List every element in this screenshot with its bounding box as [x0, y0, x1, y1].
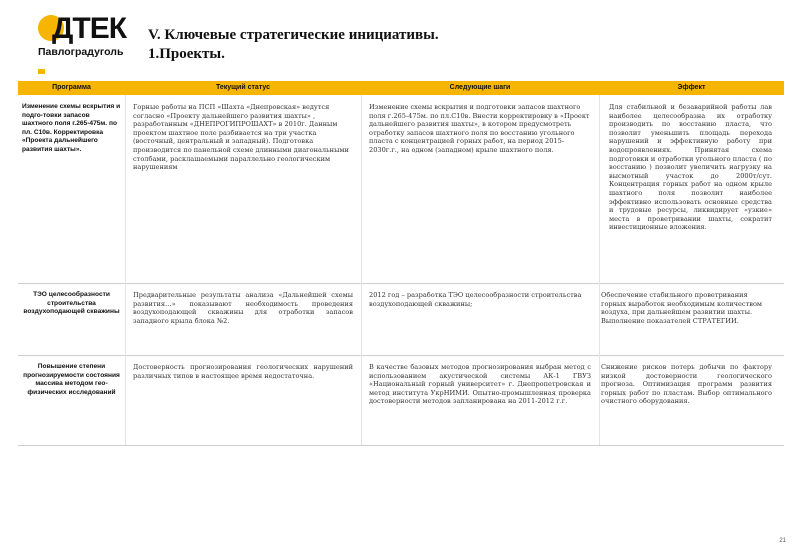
cell-effect: Снижение рисков потерь добычи по фактору низкой достоверности геологического прогноза. Оптимизация программ развития горных работ по пластам. Выбор оптимального очистного оборудования.: [601, 363, 772, 406]
header-status: Текущий статус: [215, 84, 271, 91]
table-row: [18, 283, 784, 355]
title-line-2: 1.Проекты.: [148, 46, 225, 62]
page-title: [148, 26, 439, 64]
cell-next-steps: 2012 год – разработка ТЭО целесообразности строительства воздухоподающей скважины;: [369, 291, 582, 308]
table-row: [18, 95, 784, 283]
table-row: [18, 355, 784, 445]
cell-next-steps: В качестве базовых методов прогнозирования выбран метод с использованием акустической системы АК-1 ГВУЗ «Национальный горный университет» г. Днепропетровская и метод института УкрНИМИ. Опытно-промышленная проверка достоверности методов запланирована на 2011-2012 г.г.: [369, 363, 591, 406]
page-number: 21: [779, 538, 786, 544]
cell-program: Повышение степени прогнозируемости состояния массива методом гео-физических исследований: [23, 363, 120, 396]
cell-effect: Для стабильной и безаварийной работы лав наиболее целесообразна их отработку производить по восстанию пласта, что позволит уменьшить площадь перехода нарушений и эффективную работу при водопроявлениях. Принятая схема подготовки и отработки угольного пласта ( по восстанию ) позволит увеличить нагрузку на высмотный участок до 2000т/сут. Концентрация горных работ на одном крыле шахтного поля позволит наиболее эффективно использовать основные средства и трудовые ресурсы, ликвидирует «узкие» места в проветривании шахты, сократит инвестиционные вложения.: [609, 103, 772, 232]
column-divider: [361, 95, 362, 445]
logo-brand-text: ДТЕК: [52, 12, 127, 45]
logo-subtitle: Павлоградуголь: [38, 46, 124, 58]
title-line-1: V. Ключевые стратегические инициативы.: [148, 27, 439, 43]
header-program: Программа: [52, 84, 91, 91]
company-logo: [38, 14, 138, 64]
row-divider: [18, 445, 784, 446]
cell-effect: Обеспечение стабильного проветривания горных выработок необходимым количеством воздуха, при дальнейшем развитии шахты. Выполнение показателей СТРАТЕГИИ.: [601, 291, 763, 325]
cell-program: ТЭО целесообразности строительства воздухоподающей скважины: [23, 291, 120, 316]
cell-status: Достоверность прогнозирования геологических нарушений различных типов в настоящее время недостаточна.: [133, 363, 353, 380]
header-effect: Эффект: [677, 84, 706, 91]
header-next-steps: Следующие шаги: [449, 84, 511, 91]
initiatives-table: [18, 81, 784, 445]
cell-status: Горные работы на ПСП «Шахта «Днепровская» ведутся согласно «Проекту дальнейшего развития шахты» , разработанным «ДНЕПРОГИПРОШАХТ» в 2010г. Данным проектом шахтное поле разбивается на три участка (восточный, центральный и западный). Подготовка производится по панельной схеме длинными диагональными столбами, расклашаемыми параллельно геологическим нарушениям: [133, 103, 349, 172]
cell-status: Предварительные результаты анализа «Дальнейшей схемы развития…» показывают необходимость проведения воздухоподающей скважины для отработки запасов западного крыла блока №2.: [133, 291, 353, 325]
column-divider: [125, 95, 126, 445]
accent-square: [38, 69, 45, 74]
table-header: [18, 81, 784, 95]
column-divider: [599, 95, 600, 445]
cell-program: Изменение схемы вскрытия и подго-товки запасов шахтного поля г.265-475м. по пл. С10в. Корректировка «Проекта дальнейшего развития шахты».: [22, 103, 121, 153]
cell-next-steps: Изменение схемы вскрытия и подготовки запасов шахтного поля г.265-475м. по пл.С10в. Внести корректировку в «Проект дальнейшего развития шахты», в котором предусмотреть отработку запасов шахтного поля по восстанию угольного пласта с концентрацией горных работ, на период 2015-2030г.г., на одном (западном) крыле шахтного поля.: [369, 103, 590, 154]
